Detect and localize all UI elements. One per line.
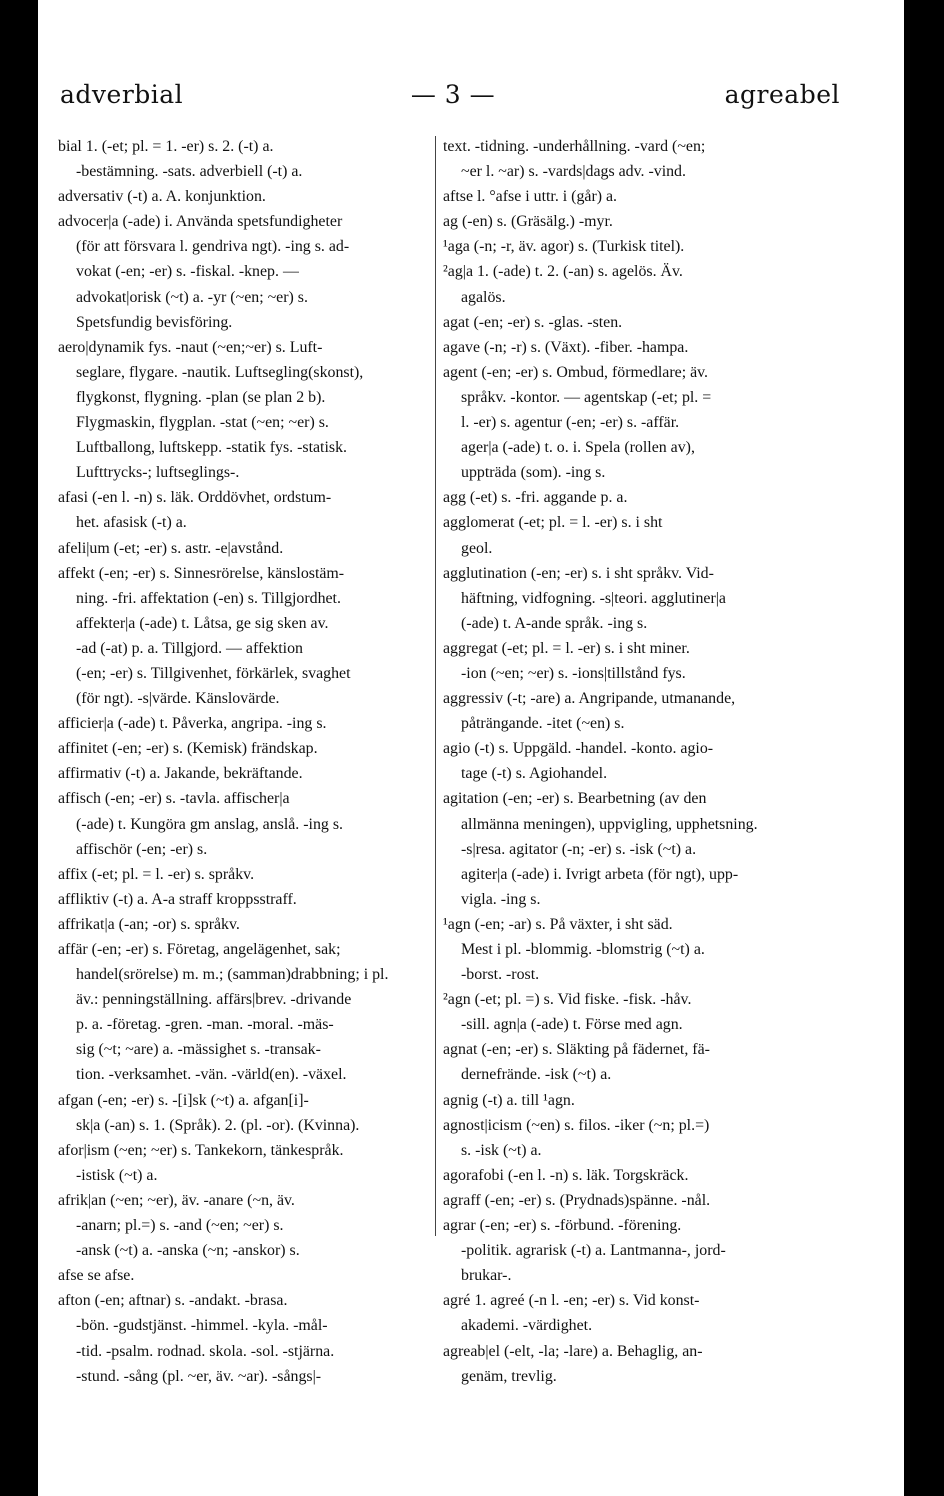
entry-line: brukar-. [461, 1267, 512, 1285]
entry-line: l. -er) s. agentur (-en; -er) s. -affär. [461, 414, 680, 432]
entry-line: Mest i pl. -blommig. -blomstrig (~t) a. [461, 941, 705, 958]
entry-line: ²agn (-et; pl. =) s. Vid fiske. -fisk. -håv. [443, 991, 692, 1009]
entry-line: agent (-en; -er) s. Ombud, förmedlare; äv. [443, 363, 709, 381]
dictionary-entry [58, 1263, 434, 1288]
entry-line: allmänna meningen), uppvigling, upphetsning. [461, 815, 758, 833]
entry-line: text. -tidning. -underhållning. -vard (~en; [443, 138, 706, 155]
dictionary-entry [58, 786, 434, 861]
dictionary-entry [443, 259, 833, 309]
entry-line: affekter|a (-ade) t. Låtsa, ge sig sken av. [76, 614, 329, 632]
entry-line: (-ade) t. A-ande språk. -ing s. [461, 614, 648, 632]
entry-line: tage (-t) s. Agiohandel. [461, 765, 608, 783]
entry-line: affekt (-en; -er) s. Sinnesrörelse, känslostäm- [58, 564, 345, 582]
entry-line: agnat (-en; -er) s. Släkting på fädernet, fä- [443, 1041, 710, 1059]
entry-line: -sill. agn|a (-ade) t. Förse med agn. [461, 1016, 683, 1034]
entry-line: bial 1. (-et; pl. = 1. -er) s. 2. (-t) a. [58, 138, 274, 155]
entry-line: genäm, trevlig. [461, 1367, 557, 1385]
entry-line: p. a. -företag. -gren. -man. -moral. -mäs- [76, 1016, 334, 1034]
dictionary-entry [58, 862, 434, 887]
entry-line: agorafobi (-en l. -n) s. läk. Torgskräck. [443, 1166, 689, 1184]
left-guideword: adverbial [60, 80, 184, 109]
dictionary-page [38, 0, 904, 1496]
dictionary-entry [58, 1138, 434, 1188]
entry-line: -anarn; pl.=) s. -and (~en; ~er) s. [76, 1217, 284, 1235]
dictionary-entry [443, 234, 833, 259]
dictionary-entry [443, 1037, 833, 1087]
dictionary-entry [443, 686, 833, 736]
entry-line: aggregat (-et; pl. = l. -er) s. i sht miner. [443, 639, 690, 657]
entry-line: (för ngt). -s|värde. Känslovärde. [76, 690, 280, 708]
entry-line: advocer|a (-ade) i. Använda spetsfundigheter [58, 213, 343, 231]
dictionary-entry [443, 1213, 833, 1288]
entry-line: (-en; -er) s. Tillgivenhet, förkärlek, svaghet [76, 664, 351, 682]
entry-line: afasi (-en l. -n) s. läk. Orddövhet, ordstum- [58, 489, 332, 507]
entry-line: Luftballong, luftskepp. -statik fys. -statisk. [76, 439, 347, 457]
column-divider [435, 136, 436, 1236]
dictionary-entry [58, 561, 434, 712]
entry-line: affirmativ (-t) a. Jakande, bekräftande. [58, 765, 303, 783]
entry-line: ¹aga (-n; -r, äv. agor) s. (Turkisk titel). [443, 238, 685, 256]
entry-line: afficier|a (-ade) t. Påverka, angripa. -ing s. [58, 715, 327, 733]
entry-line: ag (-en) s. (Gräsälg.) -myr. [443, 213, 613, 231]
entry-line: afeli|um (-et; -er) s. astr. -e|avstånd. [58, 539, 284, 557]
entry-line: påträngande. -itet (~en) s. [461, 715, 625, 733]
entry-line: -stund. -sång (pl. ~er, äv. ~ar). -sångs|- [76, 1367, 322, 1385]
entry-line: afgan (-en; -er) s. -[i]sk (~t) a. afgan[i]- [58, 1091, 309, 1109]
entry-line: agré 1. agreé (-n l. -en; -er) s. Vid konst- [443, 1292, 700, 1310]
entry-line: vokat (-en; -er) s. -fiskal. -knep. — [76, 263, 299, 281]
dictionary-entry [443, 510, 833, 560]
entry-line: affix (-et; pl. = l. -er) s. språkv. [58, 865, 255, 883]
entry-line: s. -isk (~t) a. [461, 1141, 542, 1159]
dictionary-entry [443, 1113, 833, 1163]
entry-line: Spetsfundig bevisföring. [76, 313, 233, 331]
entry-line: sk|a (-an) s. 1. (Språk). 2. (pl. -or). (Kvinna). [76, 1116, 360, 1134]
dictionary-entry [443, 636, 833, 686]
entry-line: sig (~t; ~are) a. -mässighet s. -transak- [76, 1041, 321, 1059]
dictionary-entry [443, 485, 833, 510]
left-column [58, 134, 434, 1389]
entry-line: vigla. -ing s. [461, 890, 541, 908]
entry-line: aggressiv (-t; -are) a. Angripande, utmanande, [443, 690, 736, 708]
entry-line: ager|a (-ade) t. o. i. Spela (rollen av), [461, 439, 695, 457]
dictionary-entry [58, 184, 434, 209]
entry-line: agglutination (-en; -er) s. i sht språkv. Vid- [443, 564, 714, 582]
entry-line: språkv. -kontor. — agentskap (-et; pl. = [461, 388, 712, 406]
entry-line: advokat|orisk (~t) a. -yr (~en; ~er) s. [76, 288, 308, 306]
entry-line: afton (-en; aftnar) s. -andakt. -brasa. [58, 1292, 288, 1310]
dictionary-entry [443, 310, 833, 335]
entry-line: afse se afse. [58, 1267, 135, 1285]
entry-line: agraff (-en; -er) s. (Prydnads)spänne. -nål. [443, 1191, 711, 1209]
entry-line: ning. -fri. affektation (-en) s. Tillgjordhet. [76, 589, 341, 607]
entry-line: handel(srörelse) m. m.; (samman)drabbning; i pl. [76, 966, 389, 984]
entry-line: (-ade) t. Kungöra gm anslag, anslå. -ing s. [76, 815, 343, 833]
dictionary-entry [58, 887, 434, 912]
dictionary-entry [443, 912, 833, 987]
dictionary-entry [443, 1339, 833, 1389]
dictionary-entry [443, 1163, 833, 1188]
entry-line: agreab|el (-elt, -la; -lare) a. Behaglig, an- [443, 1342, 703, 1360]
entry-line: geol. [461, 539, 493, 557]
entry-line: äv.: penningställning. affärs|brev. -drivande [76, 991, 352, 1009]
entry-line: ¹agn (-en; -ar) s. På växter, i sht säd. [443, 915, 673, 933]
entry-line: agnost|icism (~en) s. filos. -iker (~n; pl.=) [443, 1116, 710, 1134]
entry-line: agg (-et) s. -fri. aggande p. a. [443, 489, 628, 507]
dictionary-entry [58, 134, 434, 184]
page-number: — 3 — [410, 80, 496, 109]
entry-line: Flygmaskin, flygplan. -stat (~en; ~er) s. [76, 414, 329, 432]
entry-line: agiter|a (-ade) i. Ivrigt arbeta (för ngt), upp- [461, 865, 739, 883]
dictionary-entry [58, 1188, 434, 1263]
entry-line: -bestämning. -sats. adverbiell (-t) a. [76, 163, 303, 181]
dictionary-entry [58, 736, 434, 761]
entry-line: affinitet (-en; -er) s. (Kemisk) frändskap. [58, 740, 318, 758]
right-column [443, 134, 833, 1389]
dictionary-entry [58, 1088, 434, 1138]
entry-line: (för att försvara l. gendriva ngt). -ing s. ad- [76, 238, 350, 256]
entry-line: -borst. -rost. [461, 966, 540, 984]
entry-line: aero|dynamik fys. -naut (~en;~er) s. Luft- [58, 338, 323, 356]
entry-line: ²ag|a 1. (-ade) t. 2. (-an) s. agelös. Äv. [443, 263, 683, 281]
dictionary-entry [58, 485, 434, 535]
dictionary-entry [443, 1088, 833, 1113]
dictionary-entry [58, 335, 434, 486]
dictionary-entry [443, 561, 833, 636]
entry-line: agglomerat (-et; pl. = l. -er) s. i sht [443, 514, 663, 532]
dictionary-entry [58, 761, 434, 786]
entry-line: agitation (-en; -er) s. Bearbetning (av den [443, 790, 707, 808]
dictionary-entry [443, 987, 833, 1037]
entry-line: adversativ (-t) a. A. konjunktion. [58, 188, 266, 206]
entry-line: -ion (~en; ~er) s. -ions|tillstånd fys. [461, 664, 686, 682]
dictionary-entry [58, 209, 434, 334]
entry-line: aftse l. °afse i uttr. i (går) a. [443, 188, 618, 206]
entry-line: agnig (-t) a. till ¹agn. [443, 1091, 575, 1109]
entry-line: affisch (-en; -er) s. -tavla. affischer|a [58, 790, 290, 808]
entry-line: agalös. [461, 288, 506, 306]
entry-line: uppträda (som). -ing s. [461, 464, 606, 482]
page-header [60, 80, 840, 120]
dictionary-entry [58, 912, 434, 937]
dictionary-entry [58, 937, 434, 1088]
entry-line: affrikat|a (-an; -or) s. språkv. [58, 915, 240, 933]
entry-line: tion. -verksamhet. -vän. -värld(en). -växel. [76, 1066, 347, 1084]
entry-line: -istisk (~t) a. [76, 1166, 158, 1184]
entry-line: agrar (-en; -er) s. -förbund. -förening. [443, 1217, 682, 1235]
entry-line: affischör (-en; -er) s. [76, 840, 208, 858]
dictionary-entry [443, 1188, 833, 1213]
dictionary-entry [443, 360, 833, 485]
entry-line: akademi. -värdighet. [461, 1317, 593, 1335]
entry-line: affliktiv (-t) a. A-a straff kroppsstraff. [58, 890, 297, 908]
entry-line: dernefrände. -isk (~t) a. [461, 1066, 612, 1084]
dictionary-entry [443, 184, 833, 209]
entry-line: het. afasisk (-t) a. [76, 514, 187, 532]
dictionary-entry [58, 1288, 434, 1388]
entry-line: flygkonst, flygning. -plan (se plan 2 b). [76, 388, 326, 406]
dictionary-entry [443, 134, 833, 184]
entry-line: seglare, flygare. -nautik. Luftsegling(skonst), [76, 363, 364, 381]
entry-line: agat (-en; -er) s. -glas. -sten. [443, 313, 623, 331]
entry-line: agio (-t) s. Uppgäld. -handel. -konto. agio- [443, 740, 714, 758]
entry-line: -ansk (~t) a. -anska (~n; -anskor) s. [76, 1242, 300, 1260]
entry-line: -s|resa. agitator (-n; -er) s. -isk (~t) a. [461, 840, 697, 858]
dictionary-entry [443, 209, 833, 234]
entry-line: -tid. -psalm. rodnad. skola. -sol. -stjärna. [76, 1342, 335, 1360]
entry-line: afrik|an (~en; ~er), äv. -anare (~n, äv. [58, 1191, 295, 1209]
entry-line: ~er l. ~ar) s. -vards|dags adv. -vind. [461, 163, 686, 181]
dictionary-entry [58, 536, 434, 561]
dictionary-entry [58, 711, 434, 736]
entry-line: Lufttrycks-; luftseglings-. [76, 464, 240, 482]
entry-line: -bön. -gudstjänst. -himmel. -kyla. -mål- [76, 1317, 328, 1335]
entry-line: agave (-n; -r) s. (Växt). -fiber. -hampa. [443, 338, 689, 356]
right-guideword: agreabel [724, 80, 840, 109]
entry-line: afor|ism (~en; ~er) s. Tankekorn, tänkespråk. [58, 1141, 344, 1159]
entry-line: -politik. agrarisk (-t) a. Lantmanna-, jord- [461, 1242, 726, 1260]
dictionary-entry [443, 335, 833, 360]
entry-line: -ad (-at) p. a. Tillgjord. — affektion [76, 639, 303, 657]
dictionary-entry [443, 786, 833, 911]
dictionary-entry [443, 736, 833, 786]
dictionary-entry [443, 1288, 833, 1338]
entry-line: häftning, vidfogning. -s|teori. agglutiner|a [461, 589, 726, 607]
entry-line: affär (-en; -er) s. Företag, angelägenhet, sak; [58, 941, 341, 958]
